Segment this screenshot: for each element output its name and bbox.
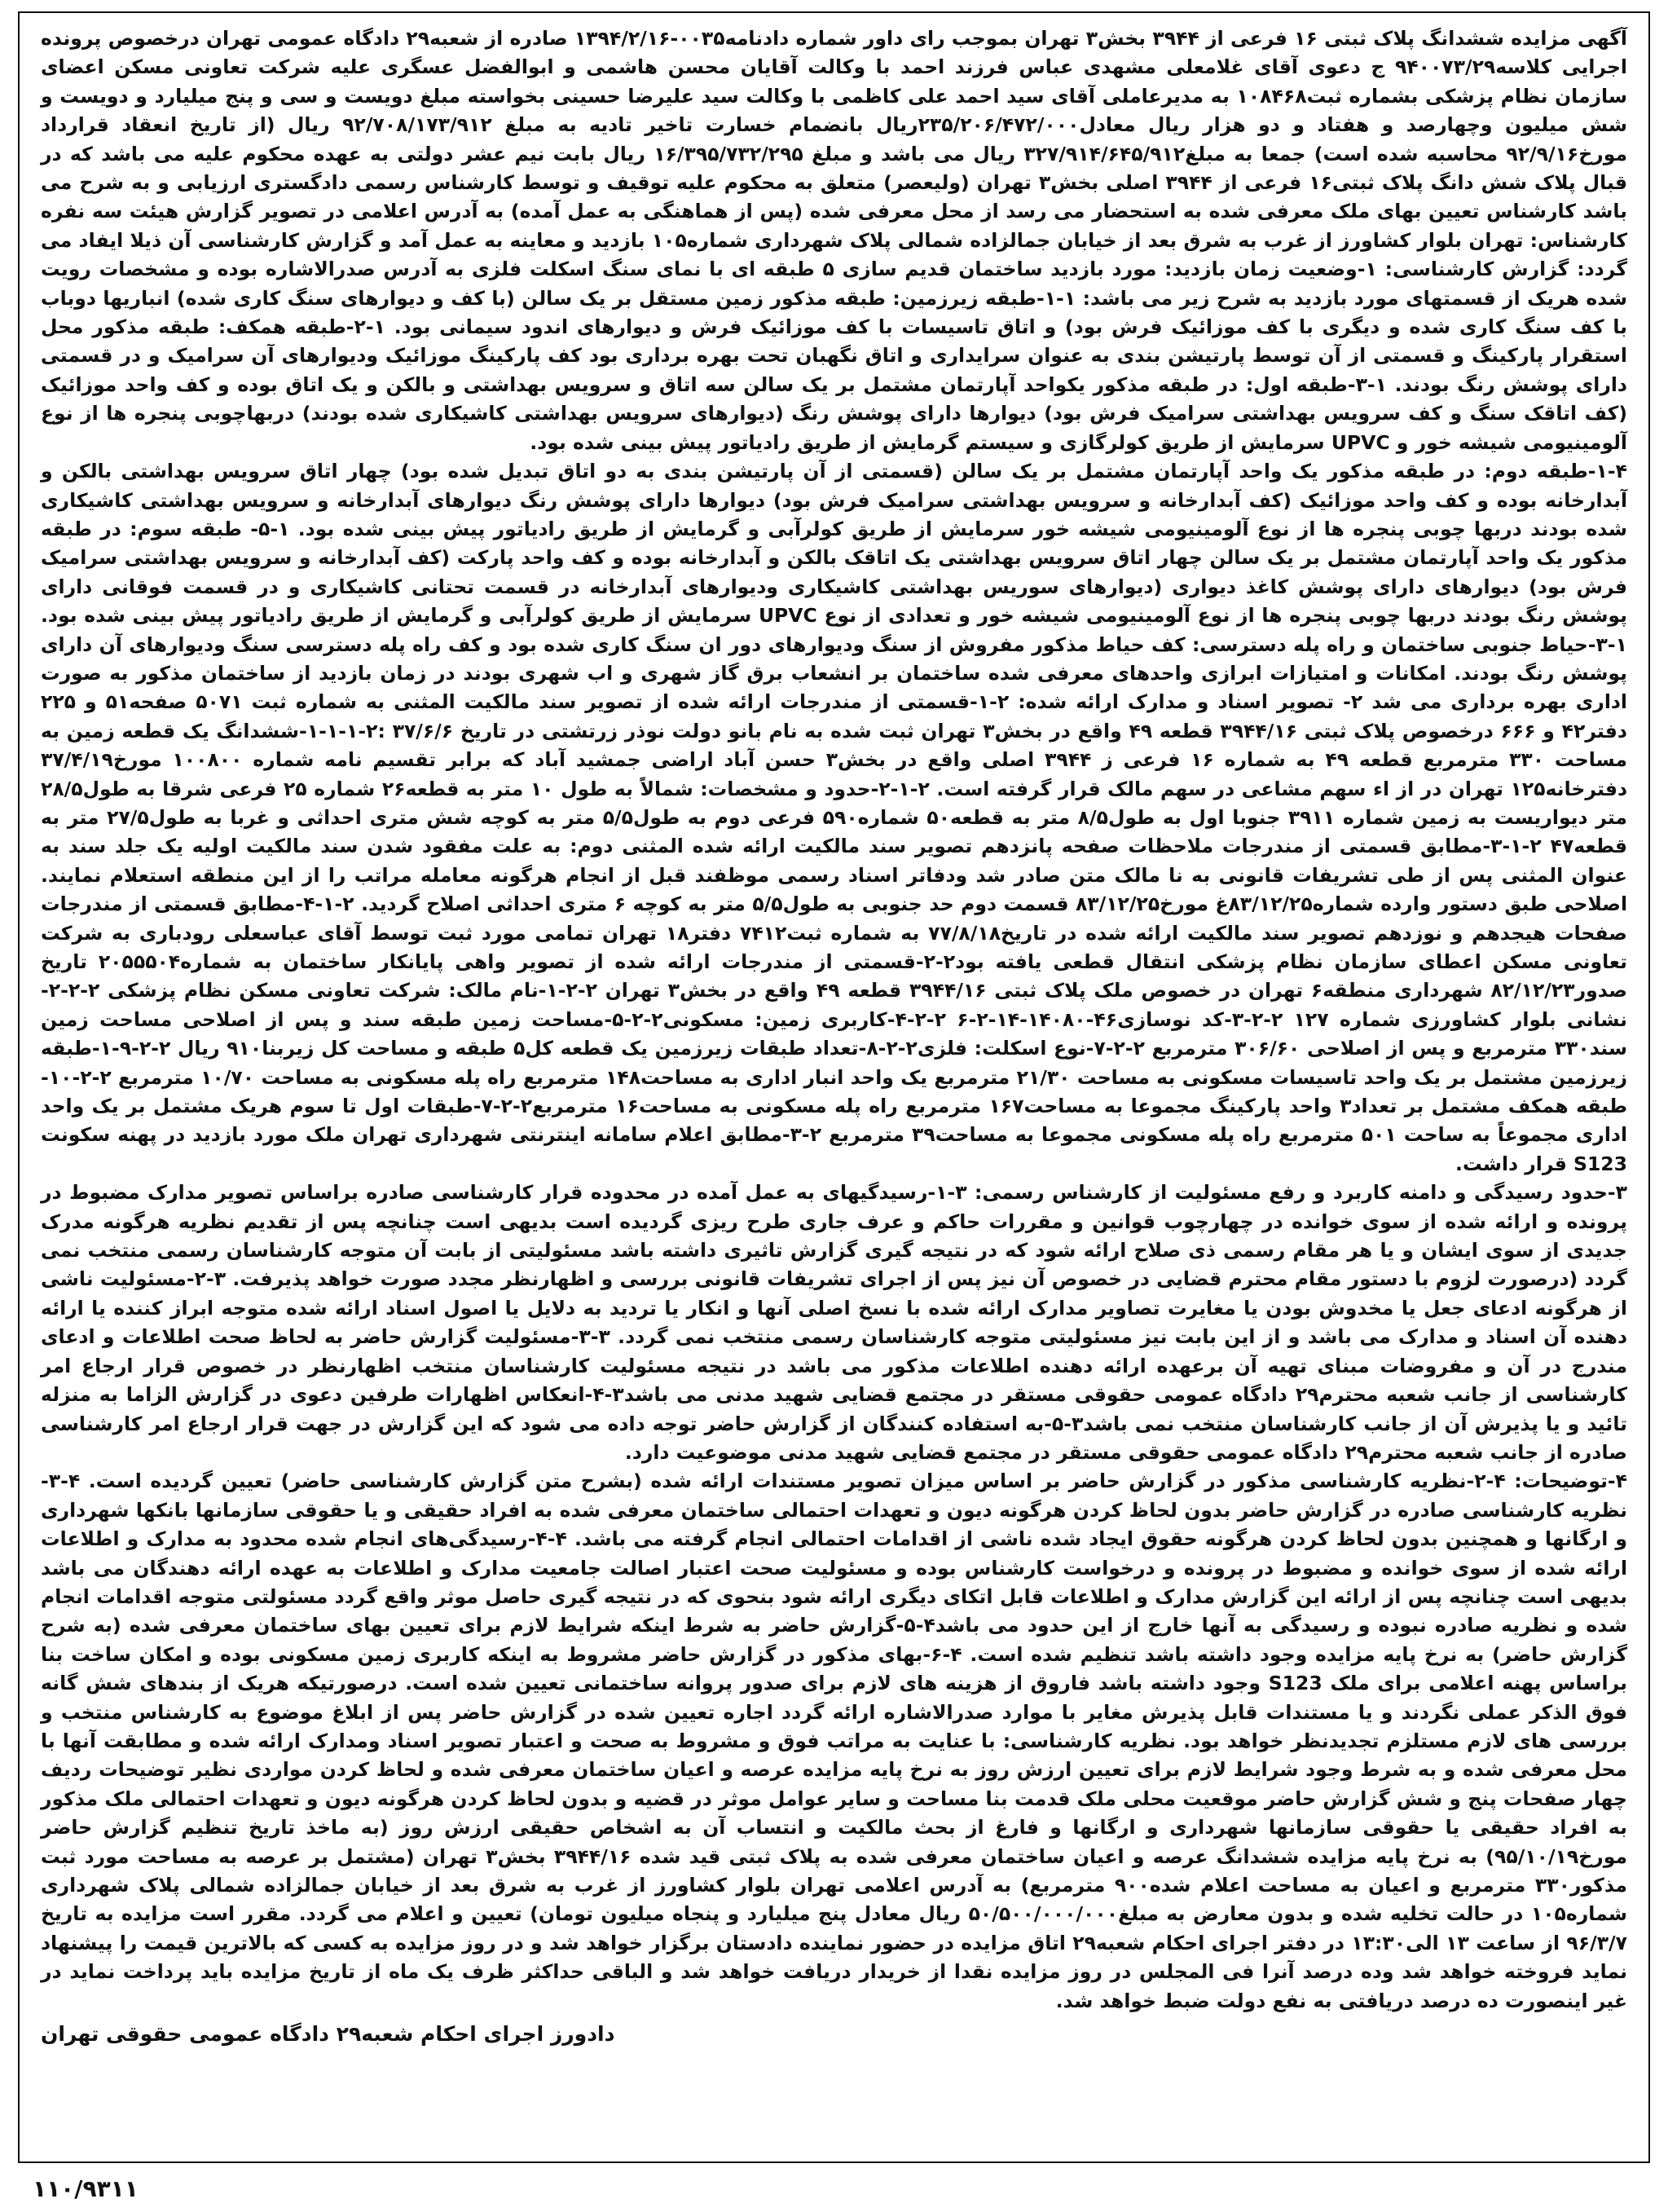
paragraph-floors-and-documents: ۱-۴-طبقه دوم: در طبقه مذکور یک واحد آپارتمان مشتمل بر یک سالن (قسمتی از آن پارتیشن بندی به دو اتاق تبدیل شده بود) چهار اتاق سرویس بهداشتی بالکن و آبدارخانه بوده و کف واحد موزائیک (کف آبدارخانه و سرویس بهداشتی سرامیک فرش بود) دیوارها دارای پوشش رنگ دیوارهای آبدارخانه و سرویس بهداشتی کاشیکاری شده بودند دربها چوبی پنجره ها از نوع آلومینیومی شیشه خور سرمایش از طریق کولرآبی و گرمایش از طریق رادیاتور پیش بینی شده بود. ۱-۵- طبقه سوم: در طبقه مذکور یک واحد آپارتمان مشتمل بر یک سالن چهار اتاق سرویس بهداشتی یک اتاقک بالکن و آبدارخانه بوده و کف واحد پارکت (کف آبدارخانه و سرویس بهداشتی سرامیک فرش بود) دیوارهای دارای پوشش کاغذ دیواری (دیوارهای سوریس بهداشتی کاشیکاری ودیوارهای آبدارخانه در قسمت تحتانی کاشیکاری و در قسمت فوقانی دارای پوشش رنگ بودند دربها چوبی پنجره ها از نوع آلومینیومی شیشه خور و تعدادی از نوع UPVC سرمایش از طریق کولرآبی و گرمایش از طریق رادیاتور پیش بینی شده بود. ۱-۳-حیاط جنوبی ساختمان و راه پله دسترسی: کف حیاط مذکور مفروش از سنگ ودیوارهای دور ان سنگ کاری شده بود و کف راه پله دسترسی سنگ ودیوارهای آن دارای پوشش رنگ بودند. امکانات و امتیازات ابرازی واحدهای معرفی شده ساختمان بر انشعاب برق گاز شهری و اب شهری بودند در زمان بازدید از ساختمان مذکور به صورت اداری بهره برداری می شد ۲- تصویر اسناد و مدارک ارائه شده: ۲-۱-قسمتی از مندرجات ارائه شده از تصویر سند مالکیت المثنی به شماره ثبت ۵۰۷۱ صفحه۵۱ و ۲۲۵ دفتر۴۲ و ۶۶۶ درخصوص پلاک ثبتی ۳۹۴۴/۱۶ قطعه ۴۹ واقع در بخش۳ تهران ثبت شده به نام بانو دولت نوذر زرتشتی در تاریخ ۳۷/۶/۶ :۲-۱-۱-۱-ششدانگ یک قطعه زمین به مساحت ۳۳۰ مترمربع قطعه ۴۹ به شماره ۱۶ فرعی ز ۳۹۴۴ اصلی واقع در بخش۳ حسن آباد اراضی جمشید آباد که برابر تقسیم نامه شماره ۱۰۰۸۰۰ مورخ۳۷/۴/۱۹ دفترخانه۱۲۵ تهران در از اء سهم مشاعی در سهم مالک قرار گرفته است. ۲-۱-۲-حدود و مشخصات: شمالاً به طول ۱۰ متر به قطعه۲۶ شماره ۲۵ فرعی شرقا به طول۲۸/۵ متر دیواریست به زمین شماره ۳۹۱۱ جنوبا اول به طول۸/۵ متر به قطعه۵۰ شماره۵۹۰ فرعی دوم به طول۵/۵ متر به کوچه شش متری احداثی و غربا به طول۲۷/۵ متر به قطعه۴۷ ۲-۱-۳-مطابق قسمتی از مندرجات ملاحظات صفحه پانزدهم تصویر سند مالکیت ارائه شده المثنی دوم: به علت مفقود شدن سند مالکیت اولیه یک جلد سند به عنوان المثنی پس از طی تشریفات قانونی به نا مالک متن صادر شد ودفاتر اسناد رسمی موظفند قبل از انجام هرگونه معامله مراتب را از این منطقه استعلام نمایند. اصلاحی طبق دستور وارده شماره۸۳/۱۲/۲۵غ مورخ۸۳/۱۲/۲۵ قسمت دوم حد جنوبی به طول۵/۵ متر به کوچه ۶ متری احداثی اصلاح گردید. ۲-۱-۴-مطابق قسمتی از مندرجات صفحات هیجدهم و نوزدهم تصویر سند مالکیت ارائه شده در تاریخ۷۷/۸/۱۸ به شماره ثبت۷۴۱۲ دفتر۱۸ تهران تمامی مورد ثبت توسط آقای عباسعلی رودباری به شرکت تعاونی مسکن اعطای سازمان نظام پزشکی انتقال قطعی یافته بود۲-۲-قسمتی از مندرجات ارائه شده از تصویر واهی پایانکار ساختمان به شماره۲۰۵۵۵۰۴ تاریخ صدور۸۲/۱۲/۲۳ شهرداری منطقه۶ تهران در خصوص ملک پلاک ثبتی ۳۹۴۴/۱۶ قطعه ۴۹ واقع در بخش۳ تهران ۲-۲-۱-نام مالک: شرکت تعاونی مسکن نظام پزشکی ۲-۲-۲-نشانی بلوار کشاورزی شماره ۱۲۷ ۲-۲-۳-کد نوسازی۴۶-۱۴۰۸۰-۱۴-۲-۶ ۲-۲-۴-کاربری زمین: مسکونی۲-۲-۵-مساحت زمین طبقه سند و پس از اصلاحی مساحت زمین سند۳۳۰ مترمربع و پس از اصلاحی ۳۰۶/۶۰ مترمربع ۲-۲-۷-نوع اسکلت: فلزی۲-۲-۸-تعداد طبقات زیرزمین یک قطعه کل۵ طبقه و مساحت کل زیربنا۹۱۰ ریال ۲-۲-۹-۱-طبقه زیرزمین مشتمل بر یک واحد تاسیسات مسکونی به مساحت ۲۱/۳۰ مترمربع یک واحد انبار اداری به مساحت۱۴۸ مترمربع راه پله مسکونی به مساحت ۱۰/۷۰ مترمربع ۲-۲-۱۰-طبقه همکف مشتمل بر تعداد۳ واحد پارکینگ مجموعا به مساحت۱۶۷ مترمربع راه پله مسکونی به مساحت۱۶ مترمربع۲-۲-۷-طبقات اول تا سوم هریک مشتمل بر یک واحد اداری مجموعاً به ساحت ۵۰۱ مترمربع راه پله مسکونی مجموعا به مساحت۳۹ مترمربع ۲-۳-مطابق اعلام سامانه اینترنتی شهرداری تهران ملک مورد بازدید در پهنه سکونت S123 قرار داشت. — [41, 460, 1628, 1175]
auction-notice — [18, 11, 1650, 2163]
paragraph-property-description: آگهی مزایده ششدانگ پلاک ثبتی ۱۶ فرعی از ۳۹۴۴ بخش۳ تهران بموجب رای داور شماره دادنامه۰۰۳۵-۱۳۹۴/۲/۱۶ صادره از شعبه۲۹ دادگاه عمومی تهران درخصوص پرونده اجرایی کلاسه۹۴۰۰۷۳/۲۹ ج دعوی آقای غلامعلی مشهدی عباس فرزند احمد با وکالت آقایان محسن هاشمی و ابوالفضل عسگری علیه شرکت تعاونی مسکن اعضای سازمان نظام پزشکی بشماره ثبت۱۰۸۴۶۸ به مدیرعاملی آقای سید احمد علی کاظمی با وکالت سید علیرضا حسینی بخواسته مبلغ دویست و سی و پنج میلیارد و دویست و شش میلیون وچهارصد و هفتاد و دو هزار ریال معادل۲۳۵/۲۰۶/۴۷۲/۰۰۰ریال بانضمام خسارت تاخیر تادیه به مبلغ ۹۲/۷۰۸/۱۷۳/۹۱۲ ریال (از تاریخ انعقاد قرارداد مورخ۹۲/۹/۱۶ محاسبه شده است) جمعا به مبلغ۳۲۷/۹۱۴/۶۴۵/۹۱۲ ریال می باشد و مبلغ ۱۶/۳۹۵/۷۳۲/۲۹۵ ریال بابت نیم عشر دولتی به عهده محکوم علیه می باشد که در قبال پلاک شش دانگ پلاک ثبتی۱۶ فرعی از ۳۹۴۴ اصلی بخش۳ تهران (ولیعصر) متعلق به محکوم علیه توقیف و توسط کارشناس رسمی دادگستری ارزیابی و به شرح می باشد کارشناس تعیین بهای ملک معرفی شده به استحضار می رسد از محل معرفی شده (پس از هماهنگی به عمل آمده) به آدرس اعلامی در تصویر گزارش هیئت سه نفره کارشناس: تهران بلوار کشاورز از غرب به شرق بعد از خیابان جمالزاده شمالی پلاک شهرداری شماره۱۰۵ بازدید و معاینه به عمل آمد و گزارش کارشناسی آن ذیلا ایفاد می گردد: گزارش کارشناسی: ۱-وضعیت زمان بازدید: مورد بازدید ساختمان قدیم سازی ۵ طبقه ای با نمای سنگ اسکلت فلزی به آدرس صدرالاشاره بوده و مشخصات رویت شده هریک از قسمتهای مورد بازدید به شرح زیر می باشد: ۱-۱-طبقه زیرزمین: طبقه مذکور زمین مستقل بر یک سالن (با کف و دیوارهای سنگ کاری شده) انباریها دوباب با کف سنگ کاری شده و دیگری با کف موزائیک فرش بود) و اتاق تاسیسات با کف موزائیک فرش و دیوارهای اندود سیمانی بود. ۱-۲-طبقه همکف: طبقه مذکور محل استقرار پارکینگ و قسمتی از آن توسط پارتیشن بندی به عنوان سرایداری و اتاق نگهبان تحت بهره برداری بود کف پارکینگ موزائیک ودیوارهای آن سرامیک و در قسمتی دارای پوشش رنگ بودند. ۱-۳-طبقه اول: در طبقه مذکور یکواحد آپارتمان مشتمل بر یک سالن سه اتاق و سرویس بهداشتی و بالکن و یک اتاق بوده و کف واحد موزائیک (کف اتاقک سنگ و کف سرویس بهداشتی سرامیک فرش بود) دیوارها دارای پوشش رنگ (دیوارهای سرویس بهداشتی کاشیکاری شده بودند) دربهاچوبی پنجره ها از نوع آلومینیومی شیشه خور و UPVC سرمایش از طریق کولرگازی و سیستم گرمایش از طریق رادیاتور پیش بینی شده بود. — [41, 27, 1627, 454]
signature-line: دادورز اجرای احکام شعبه۲۹ دادگاه عمومی حقوقی تهران — [41, 2022, 615, 2047]
paragraph-scope-of-review: ۳-حدود رسیدگی و دامنه کاربرد و رفع مسئولیت از کارشناس رسمی: ۳-۱-رسیدگیهای به عمل آمده در محدوده قرار کارشناسی صادره براساس تصویر مدارک مضبوط در پرونده و ارائه شده از سوی خوانده در چهارچوب قوانین و مقررات حاکم و عرف جاری طرح ریزی گردیده است بدیهی است چنانچه پس از تقدیم نظریه هرگونه مدرک جدیدی از سوی ایشان و یا هر مقام رسمی ذی صلاح ارائه شود که در نتیجه گیری گزارش تاثیری داشته باشد مسئولیتی از بابت آن متوجه کارشناسان رسمی منتخب نمی گردد (درصورت لزوم با دستور مقام محترم قضایی در خصوص آن نیز پس از اجرای تشریفات قانونی بررسی و اظهارنظر مجدد صورت خواهد پذیرفت. ۳-۲-مسئولیت ناشی از هرگونه ادعای جعل یا مخدوش بودن یا مغایرت تصاویر مدارک ارائه شده با نسخ اصلی آنها و انکار یا تردید به دلایل یا اصول اسناد ارائه شده متوجه ابراز کننده یا ارائه دهنده آن اسناد و مدارک می باشد و از این بابت نیز مسئولیتی متوجه کارشناسان رسمی منتخب نمی گردد. ۳-۳-مسئولیت گزارش حاضر به لحاظ صحت اطلاعات و ادعای مندرج در آن و مفروضات مبنای تهیه آن برعهده ارائه دهنده اطلاعات مذکور می باشد در نتیجه مسئولیت کارشناسان منتخب اظهارنظر در خصوص قرار ارجاع امر کارشناسی از جانب شعبه محترم۲۹ دادگاه عمومی حقوقی مستقر در مجتمع قضایی شهید مدنی می باشد۳-۴-انعکاس اظهارات طرفین دعوی در گزارش الزاما به منزله تائید و یا پذیرش آن از جانب کارشناسان منتخب نمی باشد۳-۵-به استفاده کنندگان از گزارش حاضر توجه داده می شود که این گزارش در جهت قرار ارجاع امر کارشناسی صادره از جانب شعبه محترم۲۹ دادگاه عمومی حقوقی مستقر در مجتمع قضایی شهید مدنی موضوعیت دارد. — [41, 1181, 1628, 1464]
paragraph-explanations-and-valuation: ۴-توضیحات: ۴-۲-نظریه کارشناسی مذکور در گزارش حاضر بر اساس میزان تصویر مستندات ارائه شده (بشرح متن گزارش کارشناسی حاضر) تعیین گردیده است. ۴-۳-نظریه کارشناسی صادره در گزارش حاضر بدون لحاظ کردن هرگونه دیون و تعهدات احتمالی ساختمان معرفی شده به افراد حقیقی و یا حقوقی سازمانها بانکها شهرداری و ارگانها و همچنین بدون لحاظ کردن هرگونه حقوق ایجاد شده ناشی از اقدامات احتمالی انجام گرفته می باشد. ۴-۴-رسیدگی‌های انجام شده محدود به مدارک و اطلاعات ارائه شده از سوی خوانده و مضبوط در پرونده و درخواست کارشناس بوده و مسئولیت صحت اعتبار اصالت جامعیت مدارک و اطلاعات به عهده ارائه دهندگان می باشد بدیهی است چنانچه پس از ارائه این گزارش مدارک و اطلاعات قابل اتکای دیگری ارائه شود بنحوی که در نتیجه گیری حاصل موثر واقع گردد مسئولتی متوجه اقدامات انجام شده و نظریه صادره نبوده و رسیدگی به آنها خارج از این حدود می باشد۴-۵-گزارش حاضر به شرط اینکه شرایط لازم برای تعیین بهای ساختمان معرفی شده (به شرح گزارش حاضر) به نرخ پایه مزایده وجود داشته باشد تنظیم شده است. ۴-۶-بهای مذکور در گزارش حاضر مشروط به اینکه کاربری زمین مسکونی بوده و امکان ساخت بنا براساس پهنه اعلامی برای ملک S123 وجود داشته باشد فاروق از هزینه های لازم برای صدور پروانه ساختمانی تعیین شده است. درصورتیکه هریک از بندهای شش گانه فوق الذکر عملی نگردند و یا مستندات قابل پذیرش مغایر با موارد صدرالاشاره ارائه گردد اجاره تعیین شده در گزارش حاضر پس از ابلاغ موضوع به کارشناس منتخب و بررسی های لازم مستلزم تجدیدنظر خواهد بود. نظریه کارشناسی: با عنایت به مراتب فوق و مشروط به صحت و اعتبار تصویر اسناد ومدارک ارائه شده و مطابقت آنها با محل معرفی شده و به شرط وجود شرایط لازم برای تعیین ارزش روز به نرخ پایه مزایده عرصه و اعیان ساختمان معرفی شده و لحاظ کردن مواردی نظیر توضیحات ردیف چهار صفحات پنج و شش گزارش حاضر موقعیت محلی ملک قدمت بنا مساحت و سایر عوامل موثر در قضیه و بدون لحاظ کردن هرگونه دیون و تعهدات احتمالی ملک مذکور به افراد حقیقی یا حقوقی سازمانها شهرداری و ارگانها و فارغ از بحث مالکیت و انتساب آن به اشخاص حقیقی ارزش روز (به ماخذ تاریخ تنظیم گزارش حاضر مورخ۹۵/۱۰/۱۹) به نرخ پایه مزایده ششدانگ عرصه و اعیان ساختمان معرفی شده به پلاک ثبتی قید شده ۳۹۴۴/۱۶ بخش۳ تهران (مشتمل بر عرصه به مساحت مورد ثبت مذکور۳۳۰ مترمربع و اعیان به مساحت اعلام شده۹۰۰ مترمربع) به آدرس اعلامی تهران بلوار کشاورز از غرب به شرق بعد از خیابان جمالزاده شمالی پلاک شهرداری شماره۱۰۵ در حالت تخلیه شده و بدون معارض به مبلغ۵۰/۵۰۰/۰۰۰/۰۰۰ ریال معادل پنج میلیارد و پنجاه میلیون تومان) تعیین و اعلام می گردد. مقرر است مزایده به تاریخ ۹۶/۳/۷ از ساعت ۱۳ الی۱۳:۳۰ در دفتر اجرای احکام شعبه۲۹ اتاق مزایده در حضور نماینده دادستان برگزار خواهد شد و در روز مزایده به کسی که بالاترین قیمت را پیشنهاد نماید فروخته خواهد شد وده درصد آنرا فی المجلس در روز مزایده نقدا از خریدار دریافت خواهد شد و الباقی حداکثر ظرف یک ماه از تاریخ مزایده باید پرداخت نماید در غیر اینصورت ده درصد دریافتی به نفع دولت ضبط خواهد شد. — [41, 1470, 1627, 2012]
notice-body — [41, 24, 1627, 2016]
notice-code: ۱۱۰/۹۳۱۱ — [33, 2175, 139, 2202]
